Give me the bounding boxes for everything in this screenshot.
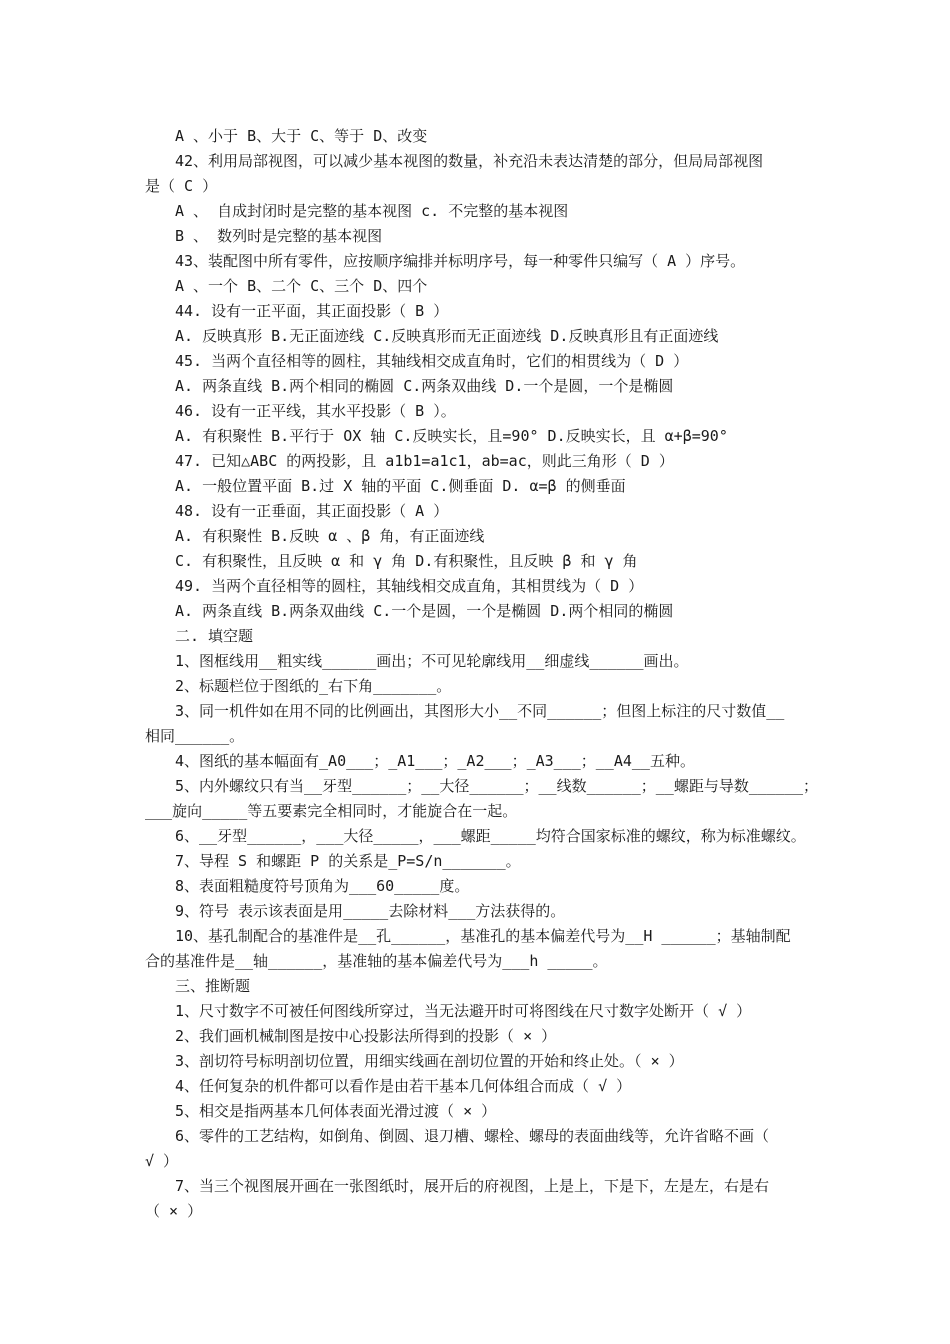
text-line: （ × ） [145, 1202, 203, 1220]
text-line: 7、导程 S 和螺距 P 的关系是_P=S/n_______。 [175, 852, 521, 870]
text-line: 2、标题栏位于图纸的_右下角_______。 [175, 677, 452, 695]
text-line: A 、小于 B、大于 C、等于 D、改变 [175, 127, 428, 145]
text-line: A. 有积聚性 B.反映 α 、β 角，有正面迹线 [175, 527, 485, 545]
text-line: 6、__牙型______，___大径_____，___螺距_____均符合国家标准的螺纹，称为标准螺纹。 [175, 827, 806, 845]
text-line: 5、相交是指两基本几何体表面光滑过渡（ × ） [175, 1102, 497, 1120]
text-line: 是（ C ） [145, 177, 218, 195]
text-line: B 、 数列时是完整的基本视图 [175, 227, 383, 245]
text-line: 10、基孔制配合的基准件是__孔______，基准孔的基本偏差代号为__H ______；基轴制配 [175, 927, 791, 945]
text-line: 9、符号 表示该表面是用_____去除材料___方法获得的。 [175, 902, 566, 920]
text-line: 二. 填空题 [175, 627, 254, 645]
text-line: 47. 已知△ABC 的两投影，且 a1b1=a1c1，ab=ac，则此三角形（ D ） [175, 452, 674, 470]
text-line: 44. 设有一正平面，其正面投影（ B ） [175, 302, 449, 320]
text-line: A. 两条直线 B.两条双曲线 C.一个是圆，一个是椭圆 D.两个相同的椭圆 [175, 602, 674, 620]
text-line: 4、任何复杂的机件都可以看作是由若干基本几何体组合而成（ √ ） [175, 1077, 632, 1095]
text-line: 4、图纸的基本幅面有_A0___；_A1___；_A2___；_A3___；__A4__五种。 [175, 752, 695, 770]
text-line: 3、剖切符号标明剖切位置，用细实线画在剖切位置的开始和终止处。（ × ） [175, 1052, 684, 1070]
text-line: C. 有积聚性，且反映 α 和 γ 角 D.有积聚性，且反映 β 和 γ 角 [175, 552, 638, 570]
text-line: A. 反映真形 B.无正面迹线 C.反映真形而无正面迹线 D.反映真形且有正面迹线 [175, 327, 719, 345]
text-line: 48. 设有一正垂面，其正面投影（ A ） [175, 502, 449, 520]
text-line: 42、利用局部视图，可以减少基本视图的数量，补充沿未表达清楚的部分，但局局部视图 [175, 152, 764, 170]
text-line: 合的基准件是__轴______，基准轴的基本偏差代号为___h _____。 [145, 952, 608, 970]
text-line: √ ） [145, 1152, 179, 1170]
text-line: 5、内外螺纹只有当__牙型______；__大径______；__线数______；__螺距与导数______； [175, 777, 819, 795]
text-line: A 、 自成封闭时是完整的基本视图 c. 不完整的基本视图 [175, 202, 569, 220]
text-line: A 、一个 B、二个 C、三个 D、四个 [175, 277, 428, 295]
text-line: 43、装配图中所有零件，应按顺序编排并标明序号，每一种零件只编写（ A ）序号。 [175, 252, 746, 270]
text-line: 三、推断题 [175, 977, 251, 995]
text-line: 8、表面粗糙度符号顶角为___60_____度。 [175, 877, 470, 895]
text-line: A. 一般位置平面 B.过 X 轴的平面 C.侧垂面 D. α=β 的侧垂面 [175, 477, 626, 495]
text-line: 45. 当两个直径相等的圆柱，其轴线相交成直角时，它们的相贯线为（ D ） [175, 352, 689, 370]
text-line: 7、当三个视图展开画在一张图纸时，展开后的府视图，上是上，下是下，左是左，右是右 [175, 1177, 770, 1195]
text-line: 3、同一机件如在用不同的比例画出，其图形大小__不同______；但图上标注的尺寸数值__ [175, 702, 785, 720]
text-line: 相同______。 [145, 727, 245, 745]
document-page [0, 124, 950, 1224]
text-line: A. 有积聚性 B.平行于 OX 轴 C.反映实长，且=90° D.反映实长，且 α+β=90° [175, 427, 728, 445]
text-line: 46. 设有一正平线，其水平投影（ B ）。 [175, 402, 456, 420]
text-line: A. 两条直线 B.两个相同的椭圆 C.两条双曲线 D.一个是圆，一个是椭圆 [175, 377, 674, 395]
text-line: 6、零件的工艺结构，如倒角、倒圆、退刀槽、螺栓、螺母的表面曲线等，允许省略不画（ [175, 1127, 770, 1145]
text-line: 49. 当两个直径相等的圆柱，其轴线相交成直角，其相贯线为（ D ） [175, 577, 644, 595]
text-line: ___旋向_____等五要素完全相同时，才能旋合在一起。 [145, 802, 518, 820]
text-line: 1、图框线用__粗实线______画出；不可见轮廓线用__细虚线______画出。 [175, 652, 689, 670]
text-line: 1、尺寸数字不可被任何图线所穿过，当无法避开时可将图线在尺寸数字处断开（ √ ） [175, 1002, 752, 1020]
text-line: 2、我们画机械制图是按中心投影法所得到的投影（ × ） [175, 1027, 557, 1045]
